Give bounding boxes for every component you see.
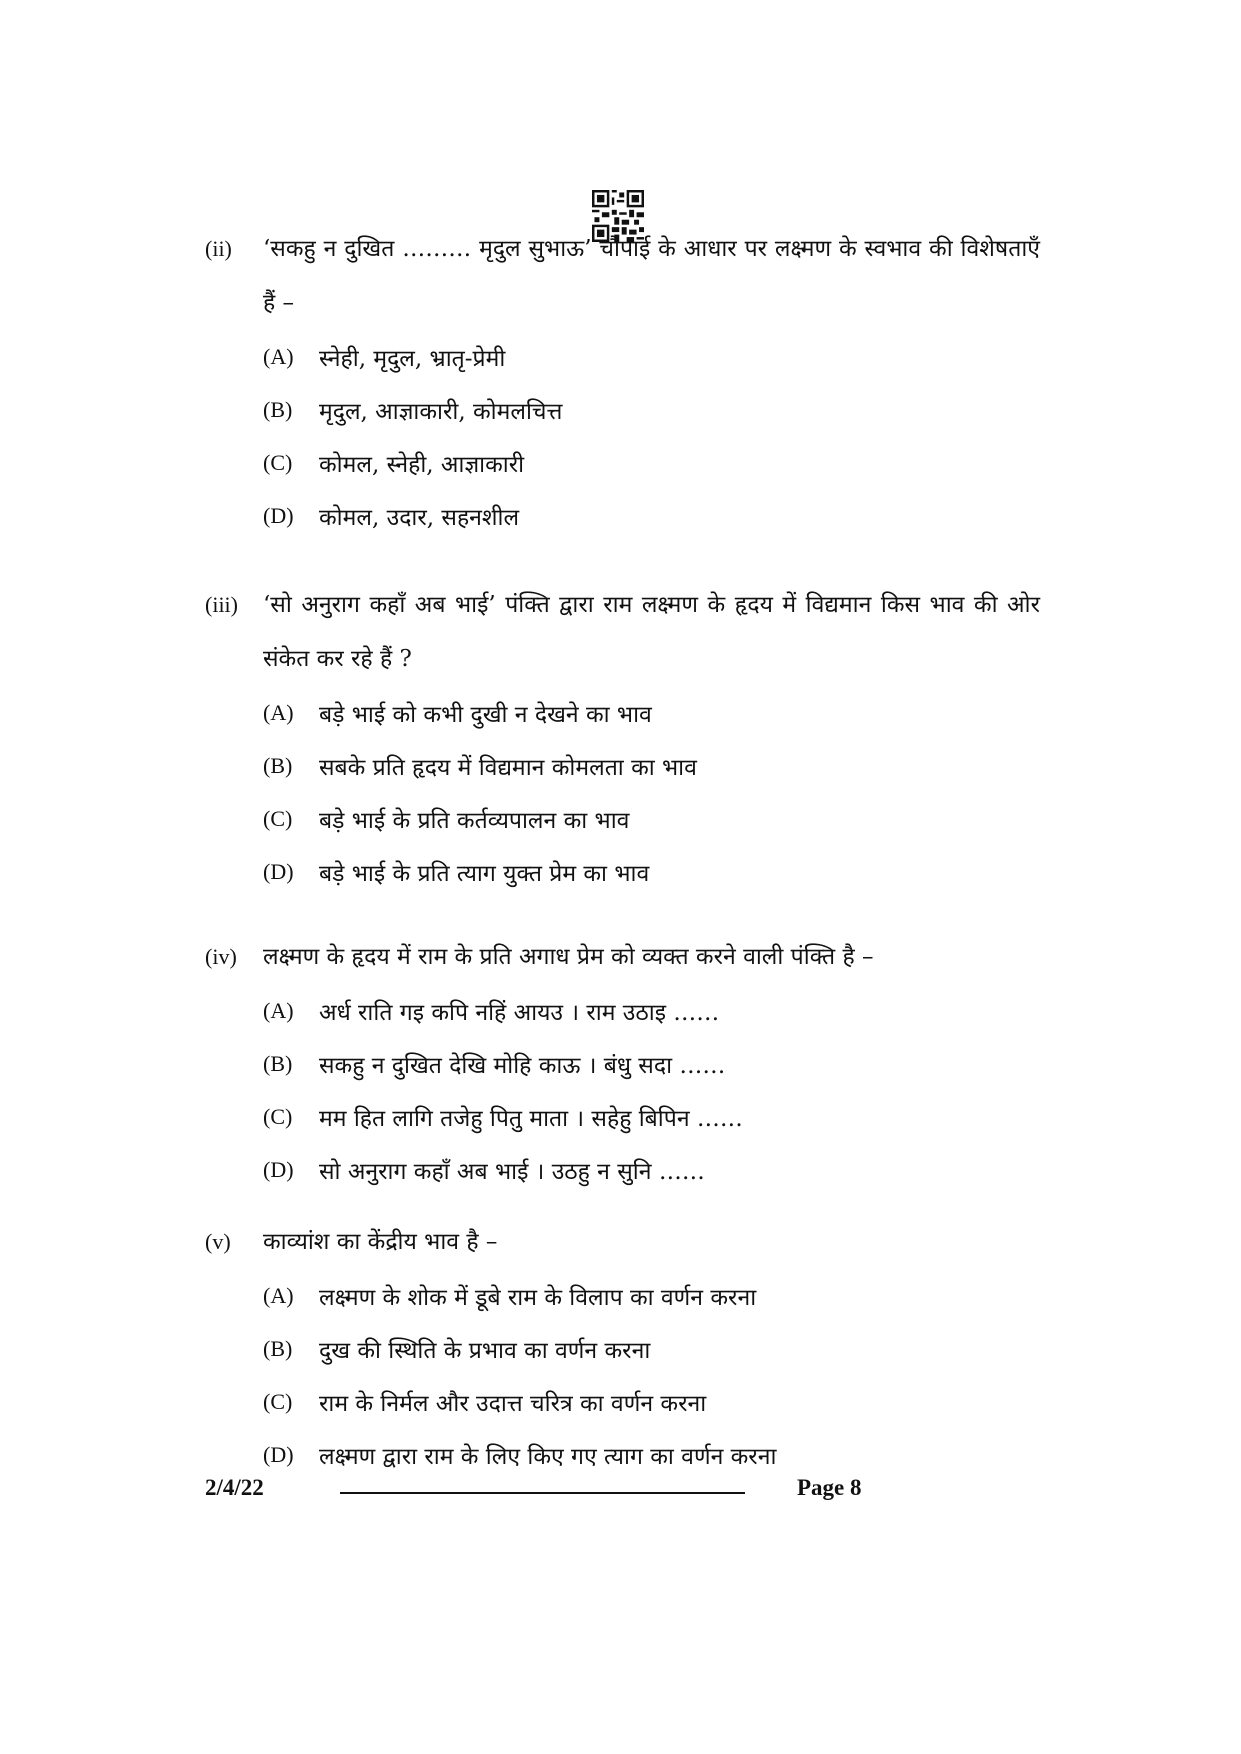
option-d	[263, 1143, 1040, 1196]
option-label: (C)	[263, 449, 293, 475]
option-text: दुख की स्थिति के प्रभाव का वर्णन करना	[319, 1337, 651, 1364]
question-text: काव्यांश का केंद्रीय भाव है –	[263, 1229, 498, 1255]
paper-code: 2/4/22	[205, 1475, 264, 1500]
question-ii	[205, 222, 1040, 542]
option-text: सकहु न दुखित देखि मोहि काऊ । बंधु सदा ……	[319, 1052, 726, 1079]
option-label: (D)	[263, 1441, 294, 1467]
option-text: सो अनुराग कहाँ अब भाई । उठहु न सुनि ……	[319, 1158, 705, 1185]
question-number: (v)	[205, 1229, 231, 1254]
option-label: (D)	[263, 1156, 294, 1182]
option-label: (B)	[263, 752, 293, 778]
option-d	[263, 845, 1040, 898]
option-text: बड़े भाई को कभी दुखी न देखने का भाव	[319, 701, 652, 728]
question-number: (iv)	[205, 944, 237, 969]
option-text: मृदुल, आज्ञाकारी, कोमलचित्त	[319, 398, 563, 425]
option-b	[263, 1322, 1040, 1375]
option-c	[263, 436, 1040, 489]
option-list	[263, 686, 1040, 898]
option-text: सबके प्रति हृदय में विद्यमान कोमलता का भाव	[319, 754, 697, 781]
option-text: मम हित लागि तजेहु पितु माता । सहेहु बिपिन ……	[319, 1105, 743, 1132]
option-a	[263, 330, 1040, 383]
option-label: (A)	[263, 1282, 294, 1308]
option-list	[263, 984, 1040, 1196]
option-text: लक्ष्मण द्वारा राम के लिए किए गए त्याग का वर्णन करना	[319, 1443, 777, 1470]
option-text: बड़े भाई के प्रति कर्तव्यपालन का भाव	[319, 807, 630, 834]
option-a	[263, 686, 1040, 739]
option-b	[263, 739, 1040, 792]
option-d	[263, 489, 1040, 542]
option-label: (A)	[263, 699, 294, 725]
option-b	[263, 383, 1040, 436]
option-label: (C)	[263, 805, 293, 831]
option-c	[263, 1375, 1040, 1428]
question-v	[205, 1215, 1040, 1481]
option-text: लक्ष्मण के शोक में डूबे राम के विलाप का वर्णन करना	[319, 1284, 757, 1311]
option-text: राम के निर्मल और उदात्त चरित्र का वर्णन करना	[319, 1390, 707, 1417]
option-text: कोमल, स्नेही, आज्ञाकारी	[319, 451, 525, 478]
option-text: बड़े भाई के प्रति त्याग युक्त प्रेम का भाव	[319, 860, 650, 887]
option-a	[263, 984, 1040, 1037]
question-iii	[205, 578, 1040, 898]
footer-divider	[340, 1492, 745, 1494]
option-label: (D)	[263, 502, 294, 528]
page-footer	[205, 1475, 1040, 1511]
option-text: स्नेही, मृदुल, भ्रातृ-प्रेमी	[319, 345, 506, 372]
question-text: लक्ष्मण के हृदय में राम के प्रति अगाध प्रेम को व्यक्त करने वाली पंक्ति है –	[263, 944, 874, 970]
option-b	[263, 1037, 1040, 1090]
option-text: कोमल, उदार, सहनशील	[319, 504, 520, 531]
option-list	[263, 1269, 1040, 1481]
option-label: (C)	[263, 1388, 293, 1414]
question-text: ‘सकहु न दुखित ……… मृदुल सुभाऊ’ चौपाई के आधार पर लक्ष्मण के स्वभाव की विशेषताएँ हैं –	[263, 236, 1041, 316]
question-iv	[205, 930, 1040, 1196]
option-label: (C)	[263, 1103, 293, 1129]
page-number: Page 8	[797, 1475, 862, 1500]
question-number: (ii)	[205, 236, 232, 261]
option-label: (B)	[263, 1050, 293, 1076]
option-list	[263, 330, 1040, 542]
option-c	[263, 1090, 1040, 1143]
option-d	[263, 1428, 1040, 1481]
option-a	[263, 1269, 1040, 1322]
option-label: (B)	[263, 1335, 293, 1361]
question-text: ‘सो अनुराग कहाँ अब भाई’ पंक्ति द्वारा राम लक्ष्मण के हृदय में विद्यमान किस भाव की ओर संकेत कर रहे हैं ?	[263, 592, 1040, 672]
option-c	[263, 792, 1040, 845]
option-label: (A)	[263, 343, 294, 369]
question-number: (iii)	[205, 592, 238, 617]
option-label: (D)	[263, 858, 294, 884]
option-label: (A)	[263, 997, 294, 1023]
option-text: अर्ध राति गइ कपि नहिं आयउ । राम उठाइ ……	[319, 999, 720, 1026]
option-label: (B)	[263, 396, 293, 422]
